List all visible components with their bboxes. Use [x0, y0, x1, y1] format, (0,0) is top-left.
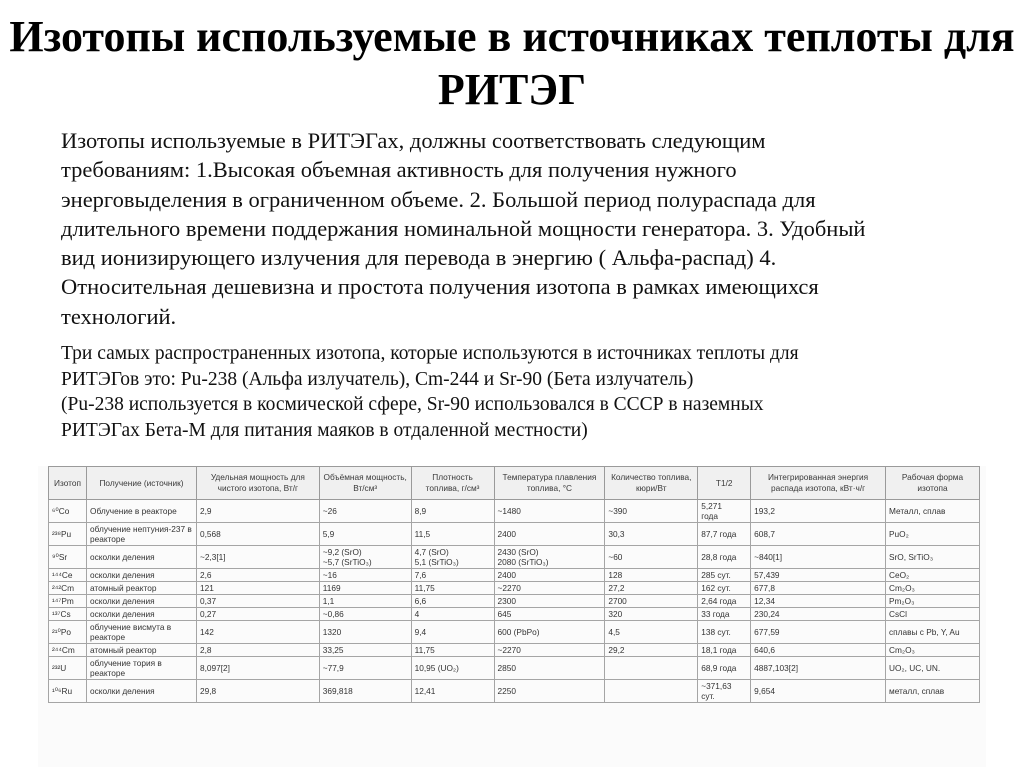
table-cell — [49, 621, 87, 644]
table-cell — [751, 657, 886, 680]
table-cell — [751, 546, 886, 569]
table-cell — [196, 680, 319, 703]
table-cell-line: 0,568 — [199, 529, 221, 539]
text-line: (Pu-238 используется в космической сфере, Sr-90 использовался в СССР в наземных — [61, 394, 764, 415]
table-cell-line: 369,818 — [322, 686, 353, 696]
table-cell-line: 2,9 — [199, 506, 212, 516]
table-cell-line: сут. — [701, 691, 715, 701]
table-cell-line: 5,9 — [322, 529, 335, 539]
table-cell-line: 57,439 — [754, 570, 780, 580]
table-cell — [86, 644, 196, 657]
table-cell-line: ¹⁴⁴Ce — [52, 570, 73, 580]
table-cell — [49, 546, 87, 569]
table-cell — [49, 523, 87, 546]
table-cell — [411, 582, 494, 595]
table-cell-line: 29,8 — [199, 686, 217, 696]
table-cell-line: 6,6 — [414, 596, 427, 606]
table-cell-line: 5,1 (SrTiO₃) — [414, 557, 459, 567]
table-cell — [494, 621, 605, 644]
table-cell — [49, 569, 87, 582]
table-cell — [698, 569, 751, 582]
table-cell — [885, 500, 979, 523]
table-cell — [885, 523, 979, 546]
table-header-cell: Удельная мощность для чистого изотопа, Вт/г — [196, 467, 319, 500]
table-cell-line: облучение нептуния-237 в — [89, 524, 192, 534]
table-cell — [494, 595, 605, 608]
page-title — [0, 10, 1024, 116]
table-cell-line: 28,8 года — [701, 552, 737, 562]
table-cell-line: Металл, сплав — [888, 506, 946, 516]
table-header-cell: Температура плавления топлива, °C — [494, 467, 605, 500]
table-cell-line: 2850 — [497, 663, 516, 673]
table-header-cell: Объёмная мощность, Вт/см³ — [319, 467, 411, 500]
text-line: Три самых распространенных изотопа, которые используются в источниках теплоты для — [61, 343, 799, 364]
table-body — [49, 500, 980, 703]
table-cell-line: Cm₂O₃ — [888, 583, 915, 593]
table-cell-line: 142 — [199, 627, 214, 637]
table-cell — [196, 608, 319, 621]
table-cell-line: 33,25 — [322, 645, 344, 655]
table-cell-line: ~2270 — [497, 645, 521, 655]
table-cell — [86, 500, 196, 523]
table-cell-line: облучение тория в — [89, 658, 162, 668]
table-cell-line: ~2270 — [497, 583, 521, 593]
table-cell — [411, 644, 494, 657]
table-cell-line: ²⁴²Cm — [52, 583, 74, 593]
table-cell-line: 68,9 года — [701, 663, 737, 673]
table-cell — [494, 582, 605, 595]
table-header-cell: Изотоп — [49, 467, 87, 500]
table-row — [49, 569, 980, 582]
table-cell-line: реакторе — [89, 668, 126, 678]
table-row — [49, 621, 980, 644]
table-row — [49, 582, 980, 595]
table-cell — [885, 595, 979, 608]
table-cell-line: ~840[1] — [754, 552, 783, 562]
table-cell — [751, 621, 886, 644]
table-cell-line: 2400 — [497, 570, 516, 580]
table-cell — [698, 595, 751, 608]
table-cell-line: 12,41 — [414, 686, 436, 696]
table-cell — [196, 582, 319, 595]
table-cell-line: CsCl — [888, 609, 907, 619]
table-cell-line: 1,1 — [322, 596, 335, 606]
table-cell-line: 2,6 — [199, 570, 212, 580]
table-cell-line: ~60 — [608, 552, 623, 562]
table-cell-line: осколки деления — [89, 609, 155, 619]
table-cell — [196, 523, 319, 546]
table-cell — [411, 569, 494, 582]
text-line: требованиям: 1.Высокая объемная активность для получения нужного — [61, 157, 737, 183]
table-cell-line: 27,2 — [608, 583, 625, 593]
table-cell-line: осколки деления — [89, 552, 155, 562]
table-cell — [86, 595, 196, 608]
table-cell-line: ¹⁰⁶Ru — [52, 686, 73, 696]
table-cell — [196, 657, 319, 680]
table-cell — [698, 621, 751, 644]
table-cell-line: Pm₂O₃ — [888, 596, 915, 606]
table-cell-line: 2700 — [608, 596, 627, 606]
table-cell-line: облучение висмута в — [89, 622, 172, 632]
table-cell — [86, 680, 196, 703]
table-cell-line: ~9,2 (SrO) — [322, 547, 362, 557]
table-cell-line: ~0,86 — [322, 609, 344, 619]
table-cell — [605, 546, 698, 569]
table-cell — [86, 523, 196, 546]
table-cell — [751, 680, 886, 703]
table-cell — [411, 523, 494, 546]
table-cell — [885, 680, 979, 703]
table-cell-line: CeO₂ — [888, 570, 910, 580]
text-line: Изотопы используемые в РИТЭГах, должны соответствовать следующим — [61, 128, 766, 153]
table-header-cell: Получение (источник) — [86, 467, 196, 500]
table-cell — [319, 500, 411, 523]
table-cell — [494, 680, 605, 703]
table-row — [49, 608, 980, 621]
table-cell — [885, 657, 979, 680]
table-cell — [49, 680, 87, 703]
table-cell-line: 2430 (SrO) — [497, 547, 539, 557]
table-cell-line: 12,34 — [754, 596, 775, 606]
table-cell-line: 2400 — [497, 529, 516, 539]
table-cell-line: ~26 — [322, 506, 337, 516]
table-cell — [885, 582, 979, 595]
table-cell-line: 4 — [414, 609, 420, 619]
table-cell — [605, 621, 698, 644]
table-cell-line: UO₂, UC, UN. — [888, 663, 941, 673]
table-cell-line: ²⁴⁴Cm — [52, 645, 75, 655]
table-cell — [698, 500, 751, 523]
table-cell-line: реакторе — [89, 534, 126, 544]
table-header-cell: Рабочая форма изотопа — [885, 467, 979, 500]
table-cell — [319, 546, 411, 569]
table-cell-line: 29,2 — [608, 645, 625, 655]
table-cell — [86, 546, 196, 569]
table-cell — [605, 523, 698, 546]
table-cell — [411, 546, 494, 569]
table-cell-line: 18,1 года — [701, 645, 737, 655]
table-cell-line: 4,7 (SrO) — [414, 547, 449, 557]
table-cell-line: ²³⁸Pu — [52, 529, 72, 539]
table-row — [49, 595, 980, 608]
table-cell — [885, 608, 979, 621]
table-cell — [605, 608, 698, 621]
table-cell-line: 121 — [199, 583, 214, 593]
table-cell — [411, 621, 494, 644]
table-cell — [698, 546, 751, 569]
table-cell — [196, 595, 319, 608]
text-line: длительного времени поддержания номинальной мощности генератора. 3. Удобный — [61, 215, 866, 241]
table-cell — [751, 608, 886, 621]
table-header-row — [49, 467, 980, 500]
table-cell — [319, 569, 411, 582]
table-header-cell: Плотность топлива, г/см³ — [411, 467, 494, 500]
text-line: РИТЭГов это: Pu-238 (Альфа излучатель), Cm-244 и Sr-90 (Бета излучатель) — [61, 368, 694, 390]
table-cell-line: 677,59 — [754, 627, 780, 637]
table-cell — [49, 500, 87, 523]
table-cell-line: 4887,103[2] — [754, 663, 799, 673]
table-row — [49, 546, 980, 569]
table-cell — [885, 644, 979, 657]
table-cell-line: 608,7 — [754, 529, 775, 539]
table-cell-line: 645 — [497, 609, 512, 619]
table-cell — [698, 523, 751, 546]
table-cell-line: ¹³⁷Cs — [52, 609, 71, 619]
table-cell-line: 2300 — [497, 596, 516, 606]
table-cell-line: 162 сут. — [701, 583, 731, 593]
table-cell — [411, 500, 494, 523]
table-cell-line: 8,9 — [414, 506, 427, 516]
table-cell-line: металл, сплав — [888, 686, 945, 696]
table-cell — [494, 569, 605, 582]
table-cell-line: 9,4 — [414, 627, 427, 637]
table-cell — [494, 546, 605, 569]
table-cell-line: 11,75 — [414, 645, 435, 655]
text-line: вид ионизирующего излучения для перевода в энергию ( Альфа-распад) 4. — [61, 245, 777, 271]
table-cell — [319, 608, 411, 621]
table-cell — [885, 621, 979, 644]
table-cell — [319, 523, 411, 546]
table-cell-line: 640,6 — [754, 645, 775, 655]
table-cell — [698, 657, 751, 680]
table-cell — [411, 608, 494, 621]
table-cell-line: 1320 — [322, 627, 342, 637]
table-cell-line: ~371,63 — [701, 681, 732, 691]
table-cell-line: 30,3 — [608, 529, 625, 539]
table-cell — [494, 608, 605, 621]
table-cell-line: 8,097[2] — [199, 663, 230, 673]
table-cell-line: 128 — [608, 570, 623, 580]
requirements-paragraph — [61, 126, 1006, 331]
table-row — [49, 523, 980, 546]
table-cell-line: 2,64 года — [701, 596, 737, 606]
table-cell-line: 230,24 — [754, 609, 780, 619]
table-cell — [196, 569, 319, 582]
table-cell-line: ²¹⁰Po — [52, 627, 72, 637]
table-cell-line: года — [701, 511, 718, 521]
table-cell-line: 600 (PbPo) — [497, 627, 540, 637]
table-cell — [605, 680, 698, 703]
table-header-cell: T1/2 — [698, 467, 751, 500]
table-cell-line: ~5,7 (SrTiO₃) — [322, 557, 372, 567]
table-cell — [751, 523, 886, 546]
table-cell-line: ¹⁴⁷Pm — [52, 596, 74, 606]
table-cell-line: 87,7 года — [701, 529, 737, 539]
table-cell — [605, 595, 698, 608]
table-cell-line: 11,5 — [414, 529, 431, 539]
table-cell-line: 9,654 — [754, 686, 775, 696]
table-cell-line: сплавы с Pb, Y, Au — [888, 627, 960, 637]
table-cell-line: ~1480 — [497, 506, 521, 516]
table-cell-line: 4,5 — [608, 627, 620, 637]
table-cell — [86, 582, 196, 595]
table-cell — [49, 644, 87, 657]
table-row — [49, 680, 980, 703]
table-cell-line: атомный реактор — [89, 645, 157, 655]
table-cell — [494, 657, 605, 680]
table-cell — [49, 582, 87, 595]
table-cell — [494, 644, 605, 657]
table-cell-line: 7,6 — [414, 570, 427, 580]
table-cell-line: 1169 — [322, 583, 341, 593]
table-cell — [49, 595, 87, 608]
table-cell — [751, 582, 886, 595]
table-cell — [319, 621, 411, 644]
table-cell-line: Облучение в реакторе — [89, 506, 177, 516]
table-cell — [605, 569, 698, 582]
isotopes-note-paragraph — [61, 341, 1006, 443]
table-cell-line: осколки деления — [89, 686, 155, 696]
table-cell — [494, 523, 605, 546]
table-cell — [411, 657, 494, 680]
table-cell-line: реакторе — [89, 632, 126, 642]
table-cell-line: ⁶⁰Co — [52, 506, 70, 516]
table-cell-line: осколки деления — [89, 596, 155, 606]
table-cell — [698, 680, 751, 703]
table-cell — [49, 657, 87, 680]
table-cell — [86, 621, 196, 644]
table-cell-line: атомный реактор — [89, 583, 157, 593]
table-cell-line: ⁹⁰Sr — [52, 552, 68, 562]
table-cell-line: 320 — [608, 609, 623, 619]
table-row — [49, 644, 980, 657]
table-cell — [319, 582, 411, 595]
table-cell — [319, 680, 411, 703]
table-cell — [411, 680, 494, 703]
table-cell-line: ~390 — [608, 506, 628, 516]
table-cell-line: осколки деления — [89, 570, 155, 580]
table-header-cell: Интегрированная энергия распада изотопа, кВт·ч/г — [751, 467, 886, 500]
table-cell — [196, 621, 319, 644]
table-cell-line: 2,8 — [199, 645, 212, 655]
table-cell — [49, 608, 87, 621]
text-line: РИТЭГах Бета-М для питания маяков в отдаленной местности) — [61, 419, 588, 441]
table-cell — [698, 582, 751, 595]
table-cell — [885, 569, 979, 582]
table-cell-line: 2080 (SrTiO₃) — [497, 557, 549, 567]
table-cell-line: 677,8 — [754, 583, 775, 593]
page-title-text: Изотопы используемые в источниках теплоты для РИТЭГ — [9, 12, 1015, 114]
table-cell — [751, 500, 886, 523]
table-cell-line: ~16 — [322, 570, 337, 580]
isotope-table — [48, 466, 980, 703]
table-cell-line: ~2,3[1] — [199, 552, 226, 562]
table-row — [49, 500, 980, 523]
table-cell-line: 285 сут. — [701, 570, 731, 580]
table-cell — [319, 595, 411, 608]
table-cell — [86, 569, 196, 582]
table-cell-line: 2250 — [497, 686, 516, 696]
table-cell — [885, 546, 979, 569]
table-cell-line: 0,37 — [199, 596, 217, 606]
table-cell — [751, 644, 886, 657]
table-cell-line: 5,271 — [701, 501, 722, 511]
table-row — [49, 657, 980, 680]
table-cell — [751, 569, 886, 582]
text-line: энерговыделения в ограниченном объеме. 2. Большой период полураспада для — [61, 186, 816, 212]
table-cell-line: Cm₂O₃ — [888, 645, 915, 655]
table-cell-line: 138 сут. — [701, 627, 731, 637]
table-cell-line: 11,75 — [414, 583, 435, 593]
table-cell — [196, 644, 319, 657]
table-cell — [86, 608, 196, 621]
table-cell — [196, 500, 319, 523]
table-cell — [698, 608, 751, 621]
table-cell-line: 10,95 (UO₂) — [414, 663, 459, 673]
table-cell-line: ²³²U — [52, 663, 67, 673]
table-cell-line: 33 года — [701, 609, 730, 619]
table-cell — [605, 582, 698, 595]
table-cell — [494, 500, 605, 523]
table-cell — [605, 500, 698, 523]
table-cell — [605, 644, 698, 657]
table-cell — [751, 595, 886, 608]
table-cell — [698, 644, 751, 657]
table-cell — [411, 595, 494, 608]
table-cell — [605, 657, 698, 680]
table-cell-line: 0,27 — [199, 609, 217, 619]
table-cell — [86, 657, 196, 680]
table-header-cell: Количество топлива, кюри/Вт — [605, 467, 698, 500]
text-line: Относительная дешевизна и простота получения изотопа в рамках имеющихся — [61, 274, 819, 300]
table-cell-line: ~77,9 — [322, 663, 344, 673]
isotope-table-image — [38, 466, 986, 767]
table-cell — [196, 546, 319, 569]
text-line: технологий. — [61, 303, 177, 329]
table-cell — [319, 644, 411, 657]
table-cell-line: 193,2 — [754, 506, 775, 516]
table-cell-line: PuO₂ — [888, 529, 909, 539]
table-cell-line: SrO, SrTiO₃ — [888, 552, 934, 562]
table-cell — [319, 657, 411, 680]
